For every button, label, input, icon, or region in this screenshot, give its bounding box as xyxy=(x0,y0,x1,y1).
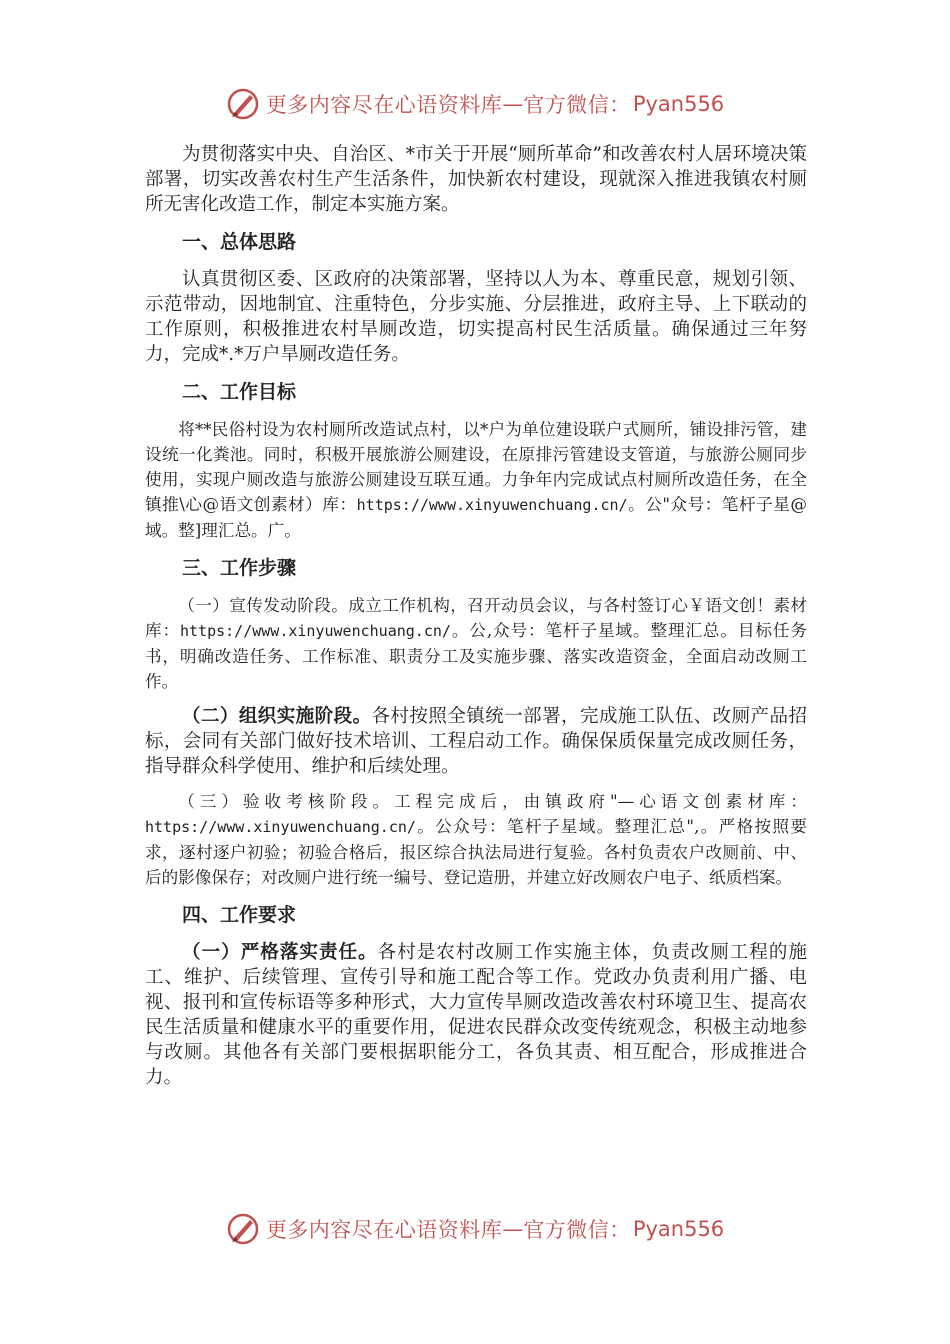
footer-banner-label: 官方微信： xyxy=(523,1218,631,1242)
requirement-1-text: 各村是农村改厕工作实施主体，负责改厕工程的施工、维护、后续管理、宣传引导和施工配合等工作。党政办负责利用广播、电视、报刊和宣传标语等多种形式，大力宣传旱厕改造改善农村环境卫生、提高农民生活质量和健康水平的重要作用，促进农民群众改变传统观念，积极主动地参与改厕。其他各有关部门要根据职能分工，各负其责、相互配合，形成推进合力。 xyxy=(145,942,807,1088)
footer-banner xyxy=(0,1209,950,1249)
footer-banner-wechat-id: Pyan556 xyxy=(632,1217,725,1241)
step-2-text: 各村按照全镇统一部署，完成施工队伍、改厕产品招标，会同有关部门做好技术培训、工程启动工作。确保保质保量完成改厕任务，指导群众科学使用、维护和后续处理。 xyxy=(145,706,807,777)
section-title-3: 三、工作步骤 xyxy=(182,557,297,579)
header-banner xyxy=(0,84,950,124)
section-2-text-a: 将**民俗村设为农村厕所改造试点村，以*户为单位建设联户式厕所，铺设排污管，建设统一化粪池。同时，积极开展旅游公厕建设，在原排污管建设支管道，与旅游公厕同步使用，实现户厕改造与旅游公厕建设互联互通。力争年内完成试点村厕所改造任务，在全镇推\心@语文创素材）库： xyxy=(145,420,807,514)
section-1-paragraph: 认真贯彻区委、区政府的决策部署，坚持以人为本、尊重民意，规划引领、示范带动，因地制宜、注重特色，分步实施、分层推进，政府主导、上下联动的工作原则，积极推进农村旱厕改造，切实提高村民生活质量。确保通过三年努力，完成*.*万户旱厕改造任务。 xyxy=(145,269,807,365)
requirement-1-paragraph xyxy=(145,940,807,1090)
step-3-text-b: 。公众号：笔杆子星域。整理汇总",。严格按照要求，逐村逐户初验；初验合格后，报区综合执法局进行复验。各村负责农户改厕前、中、后的影像保存；对改厕户进行统一编号、登记造册，并建立好改厕农户电子、纸质档案。 xyxy=(145,817,807,887)
step-3-paragraph xyxy=(145,789,807,890)
step-2-lead: （二）组织实施阶段。 xyxy=(182,706,372,727)
section-title-4: 四、工作要求 xyxy=(182,904,297,926)
step-3-url: https://www.xinyuwenchuang.cn/ xyxy=(145,818,416,836)
section-2-paragraph xyxy=(145,417,807,543)
step-1-url: https://www.xinyuwenchuang.cn/ xyxy=(180,622,451,640)
document-body xyxy=(145,142,807,1100)
banner-wechat-id: Pyan556 xyxy=(632,92,725,116)
step-3-text-a: （三）验收考核阶段。工程完成后，由镇政府"—心语文创素材库： xyxy=(178,792,807,811)
intro-paragraph: 为贯彻落实中央、自治区、*市关于开展“厕所革命”和改善农村人居环境决策部署，切实改善农村生产生活条件，加快新农村建设，现就深入推进我镇农村厕所无害化改造工作，制定本实施方案。 xyxy=(145,144,807,215)
step-1-text-a: （一）宣传发动阶段。成立工作机构，召开动员会议，与各村签订心￥语文创！素材库： xyxy=(145,596,807,640)
footer-banner-text: 更多内容尽在心语资料库 xyxy=(265,1218,503,1242)
step-1-paragraph xyxy=(145,593,807,694)
step-1-text-b: 。公,众号：笔杆子星域。整理汇总。目标任务书，明确改造任务、工作标准、职责分工及实施步骤、落实改造资金，全面启动改厕工作。 xyxy=(145,621,808,691)
step-2-paragraph xyxy=(145,704,807,779)
banner-label: 官方微信： xyxy=(523,93,631,117)
section-2-text-b: 。公"众号：笔杆子星@域。整]理汇总。广。 xyxy=(145,495,807,540)
section-title-1: 一、总体思路 xyxy=(182,231,297,253)
banner-text: 更多内容尽在心语资料库 xyxy=(265,93,503,117)
section-title-2: 二、工作目标 xyxy=(182,381,297,403)
banner-separator: — xyxy=(502,92,524,116)
pen-circle-icon xyxy=(226,1212,260,1246)
pen-circle-icon xyxy=(226,87,260,121)
requirement-1-lead: （一）严格落实责任。 xyxy=(182,942,378,963)
footer-banner-separator: — xyxy=(502,1217,524,1241)
section-2-url: https://www.xinyuwenchuang.cn/ xyxy=(356,496,628,514)
